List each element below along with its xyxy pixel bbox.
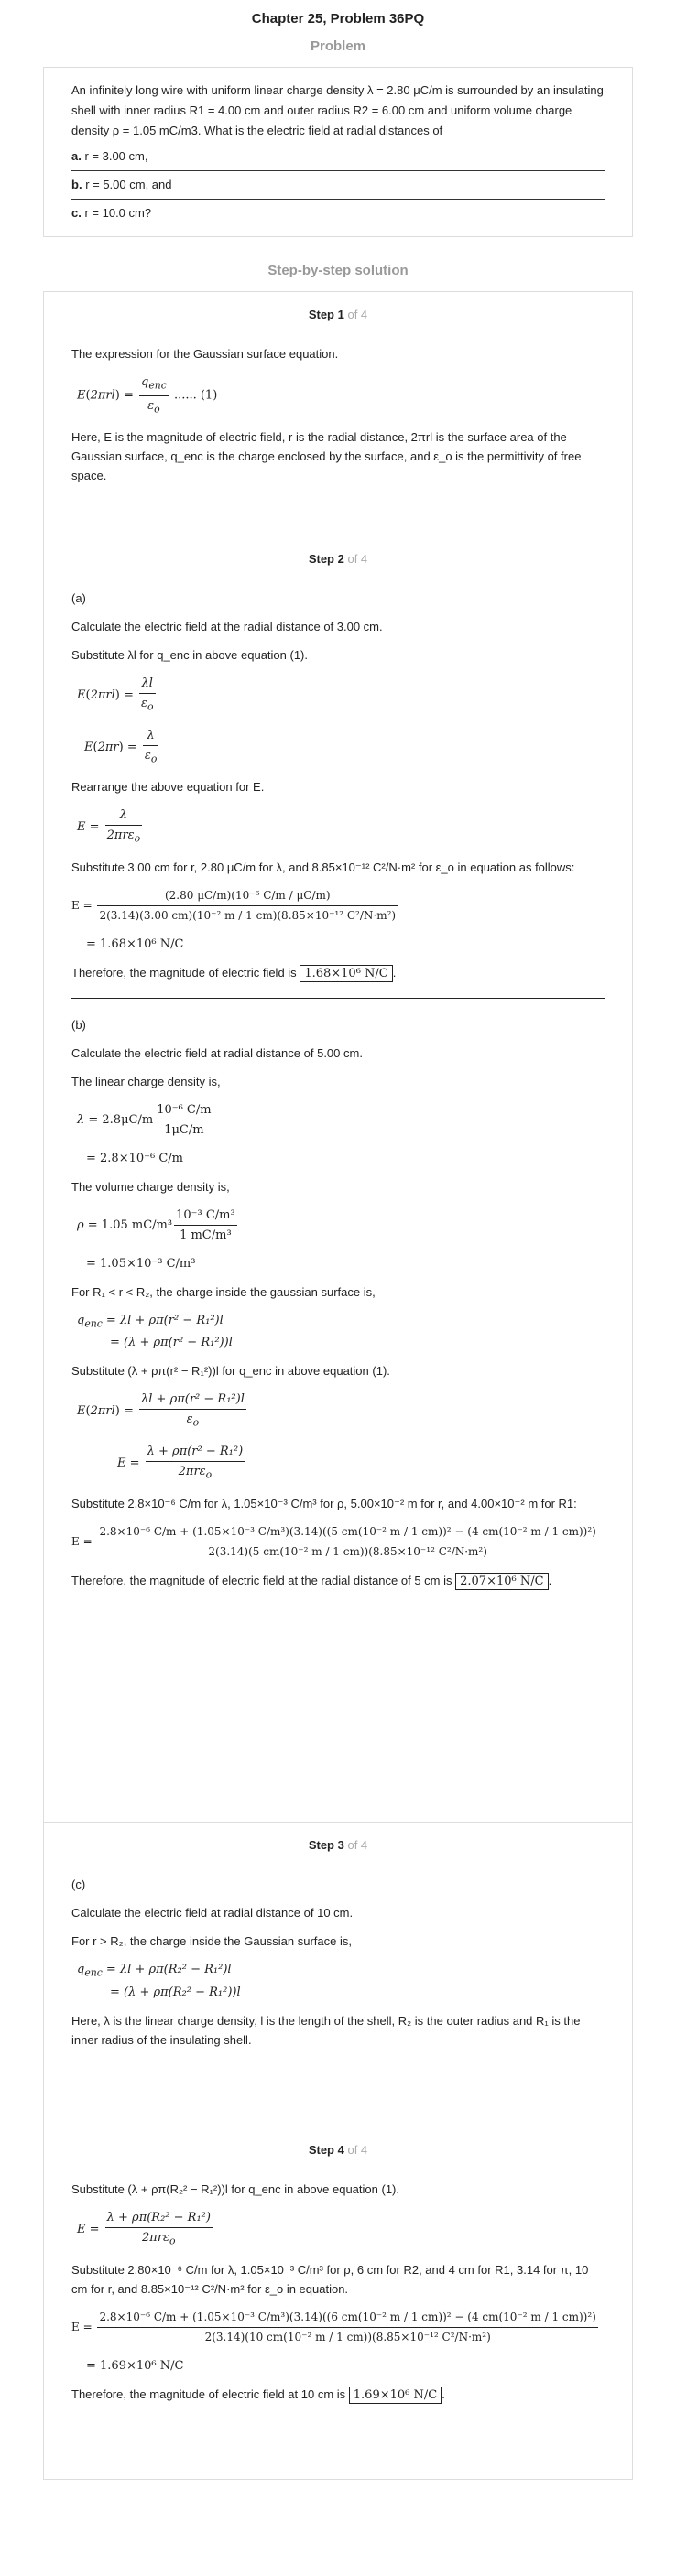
part-a-answer: 1.68×10⁶ N/C [300, 965, 392, 982]
page-title: Chapter 25, Problem 36PQ [251, 11, 425, 27]
problem-statement: An infinitely long wire with uniform linear charge density λ = 2.80 μC/m is surrounded by an insulating shell with inner radius R1 = 4.00 cm and outer radius R2 = 6.00 cm and uniform volume charge density ρ = 1.05 mC/m3. What is the electric field at radial distances of [71, 83, 604, 137]
part-a-line4: Substitute 3.00 cm for r, 2.80 μC/m for λ, and 8.85×10⁻¹² C²/N·m² for ε_o in equation as follows: [71, 860, 575, 874]
eq-a2: E(2πr) = $\frac{\lambda}{\varepsilon_o}$ [84, 726, 605, 769]
eq-a3: E = $\frac{\lambda}{2\pi r\varepsilon_o}$ [77, 806, 605, 849]
eq-b2: E = $\frac{\text{λ + ρπ(r² − R₁²)}}{2\pi r\varepsilon_o}$ [117, 1442, 605, 1485]
part-b-line3: The volume charge density is, [71, 1179, 230, 1194]
part-c-answer: 1.69×10⁶ N/C [349, 2387, 442, 2404]
step-4-header: Step 4 of 4 [308, 2143, 368, 2157]
solution-card [43, 291, 633, 2480]
part-a-line2: Substitute λl for q_enc in above equation (1). [71, 648, 308, 662]
eq-a4: E = $\frac{\text{(2.80 μC/m)(10⁻⁶ C/m / μC/m)}}{\text{2(3.14)(3.00 cm)(10⁻² m / 1 cm)(8.85×10⁻¹² C²/N·m²)}}$ [71, 886, 605, 925]
part-a-tag: (a) [71, 591, 86, 605]
part-divider [71, 998, 605, 999]
step-2 [44, 536, 632, 1823]
step-4-result: = 1.69×10⁶ N/C [86, 2358, 184, 2373]
step-4-conclusion: Therefore, the magnitude of electric field at 10 cm is 1.69×10⁶ N/C . [71, 2387, 445, 2402]
part-c-line2: For r > R₂, the charge inside the Gaussian surface is, [71, 1934, 352, 1948]
step-4-line1: Substitute (λ + ρπ(R₂² − R₁²))l for q_enc in above equation (1). [71, 2182, 399, 2196]
problem-card [43, 67, 633, 237]
lambda-result: = 2.8×10⁻⁶ C/m [86, 1151, 183, 1165]
eq-c2: E = 2.8×10⁻⁶ C/m + (1.05×10⁻³ C/m³)(3.14)((6 cm(10⁻² m / 1 cm))² − (4 cm(10⁻² m / 1 cm))²) 2(3.14)(10 cm(10⁻² m / 1 cm))(8.85×10⁻¹² C²/N·m²) [71, 2308, 605, 2347]
part-a-line3: Rearrange the above equation for E. [71, 780, 265, 795]
problem-part-a: a. r = 3.00 cm, [71, 143, 605, 171]
step-3-explain: Here, λ is the linear charge density, l is the length of the shell, R₂ is the outer radius and R₁ is the inner radius of the insulating shell. [71, 2013, 581, 2047]
part-a-line1: Calculate the electric field at the radial distance of 3.00 cm. [71, 620, 383, 633]
step-3 [44, 1823, 632, 2127]
step-1-explain: Here, E is the magnitude of electric field, r is the radial distance, 2πrl is the surface area of the Gaussian surface, q_enc is the charge enclosed by the surface, and ε_o is the permittivity of free space. [71, 430, 582, 483]
eq-qenc-c: $q_{enc} = \lambda l + \rho\pi(R_2^2 - R_1^2)l$ = (λ + ρπ(R₂² − R₁²))l [77, 1963, 241, 1999]
problem-heading: Problem [310, 38, 365, 54]
step-1 [44, 292, 632, 536]
eq-lambda: λ = 2.8μC/m $\frac{\text{10⁻⁶ C/m}}{1\mu C/m}$ [77, 1100, 605, 1140]
eq-b3: E = 2.8×10⁻⁶ C/m + (1.05×10⁻³ C/m³)(3.14)((5 cm(10⁻² m / 1 cm))² − (4 cm(10⁻² m / 1 cm))²) 2(3.14)(5 cm(10⁻² m / 1 cm))(8.85×10⁻¹² C²/N·m²) [71, 1522, 605, 1562]
problem-part-c: c. r = 10.0 cm? [71, 206, 152, 220]
part-c-tag: (c) [71, 1878, 86, 1891]
step-2-header: Step 2 of 4 [308, 552, 368, 566]
part-a-conclusion: Therefore, the magnitude of electric field is 1.68×10⁶ N/C . [71, 965, 397, 980]
rho-result: = 1.05×10⁻³ C/m³ [86, 1256, 196, 1271]
part-b-line5: Substitute (λ + ρπ(r² − R₁²))l for q_enc in above equation (1). [71, 1364, 390, 1379]
gauss-equation: E(2πrl) = $\frac{q_{enc}}{\varepsilon_o}$ ...... (1) [77, 373, 605, 418]
step-4-line2: Substitute 2.80×10⁻⁶ C/m for λ, 1.05×10⁻³ C/m³ for ρ, 6 cm for R2, and 4 cm for R1, 3.14 for π, 10 cm for r, and 8.85×10⁻¹² C²/N·m² for ε_o in equation. [71, 2262, 589, 2296]
part-c-line1: Calculate the electric field at radial distance of 10 cm. [71, 1906, 354, 1920]
part-b-answer: 2.07×10⁶ N/C [455, 1573, 548, 1590]
part-b-conclusion: Therefore, the magnitude of electric field at the radial distance of 5 cm is 2.07×10⁶ N/C . [71, 1573, 552, 1588]
part-b-line1: Calculate the electric field at radial distance of 5.00 cm. [71, 1045, 363, 1060]
eq-qenc-b: $q_{enc} = \lambda l + \rho\pi(r^2 - R_1^2)l$ = (λ + ρπ(r² − R₁²))l [77, 1313, 233, 1350]
step-4 [44, 2127, 632, 2479]
eq-rho: ρ = 1.05 mC/m³ $\frac{\text{10⁻³ C/m³}}{\text{1 mC/m³}}$ [77, 1206, 605, 1245]
eq-c1: E = $\frac{\text{λ + ρπ(R₂² − R₁²)}}{2\pi r\varepsilon_o}$ [77, 2208, 605, 2251]
part-b-line6: Substitute 2.8×10⁻⁶ C/m for λ, 1.05×10⁻³ C/m³ for ρ, 5.00×10⁻² m for r, and 4.00×10⁻² m for R1: [71, 1496, 577, 1510]
step-1-intro: The expression for the Gaussian surface equation. [71, 347, 339, 361]
part-b-line2: The linear charge density is, [71, 1074, 221, 1088]
solution-heading: Step-by-step solution [267, 263, 409, 278]
step-3-header: Step 3 of 4 [308, 1838, 368, 1852]
part-b-tag: (b) [71, 1017, 86, 1032]
part-a-result: = 1.68×10⁶ N/C [86, 936, 184, 951]
part-b-line4: For R₁ < r < R₂, the charge inside the gaussian surface is, [71, 1284, 376, 1299]
eq-a1: E(2πrl) = $\frac{\lambda l}{\varepsilon_o}$ [77, 674, 605, 717]
step-1-header: Step 1 of 4 [308, 308, 368, 321]
eq-b1: E(2πrl) = $\frac{\text{λl + ρπ(r² − R₁²)l}}{\varepsilon_o}$ [77, 1390, 605, 1433]
problem-part-b: b. r = 5.00 cm, and [71, 171, 605, 200]
